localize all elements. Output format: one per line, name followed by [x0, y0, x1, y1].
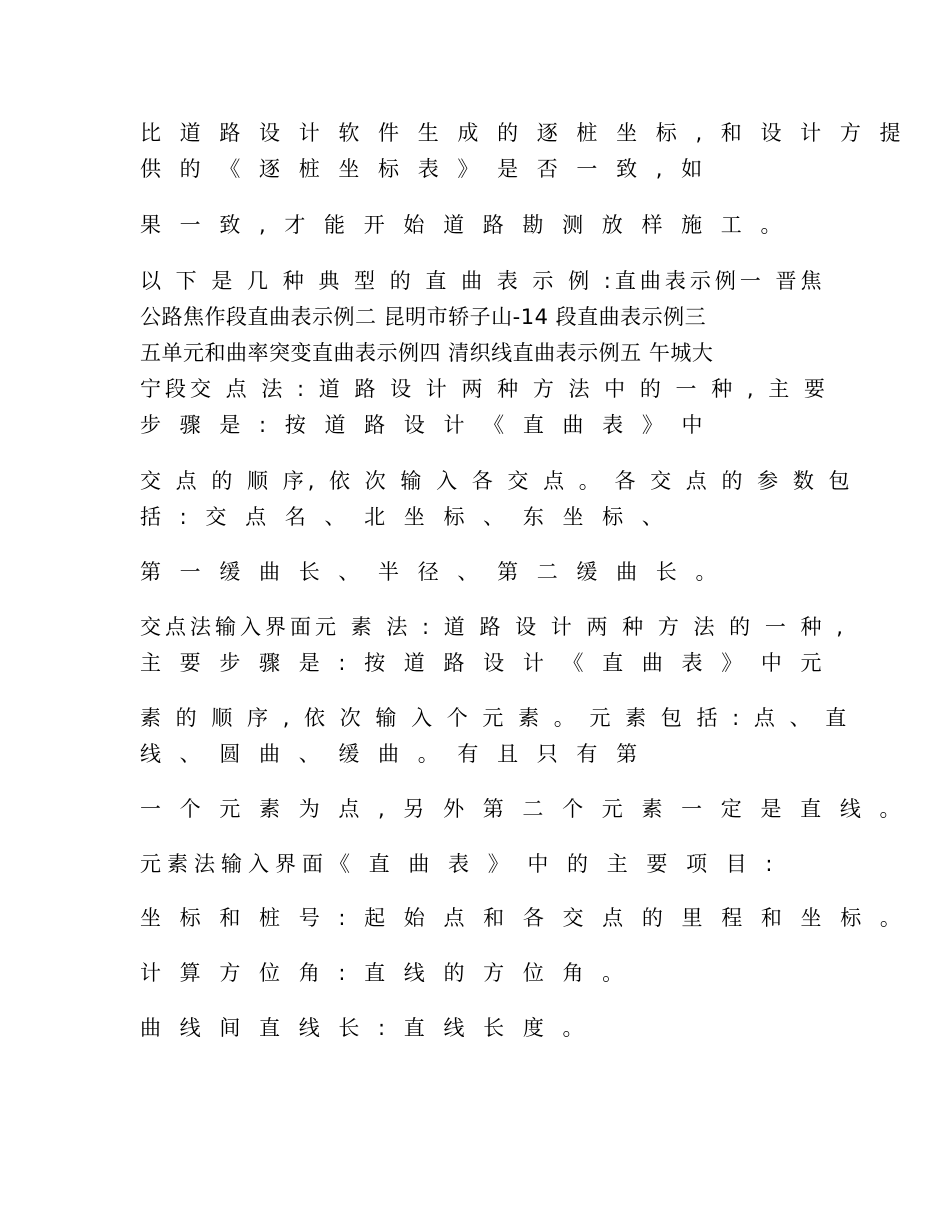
text-line-1: 比 道 路 设 计 软 件 生 成 的 逐 桩 坐 标 , 和 设 计 方 提: [140, 121, 907, 145]
text-line-17: 元素法输入界面《 直 曲 表 》 中 的 主 要 项 目 :: [140, 852, 779, 876]
text-line-19: 计 算 方 位 角 : 直 线 的 方 位 角 。: [140, 961, 630, 985]
text-line-8: 步 骤 是 : 按 道 路 设 计 《 直 曲 表 》 中: [140, 413, 709, 437]
text-line-2: 供 的 《 逐 桩 坐 标 表 》 是 否 一 致 , 如: [140, 157, 709, 181]
text-line-13: 主 要 步 骤 是 : 按 道 路 设 计 《 直 曲 表 》 中 元: [140, 651, 828, 675]
text-line-20: 曲 线 间 直 线 长 : 直 线 长 度 。: [140, 1016, 590, 1040]
text-line-6: 五单元和曲率突变直曲表示例四 清织线直曲表示例五 午城大: [140, 341, 714, 365]
text-line-11: 第 一 缓 曲 长 、 半 径 、 第 二 缓 曲 长 。: [140, 560, 723, 584]
text-line-12: 交点法输入界面元 素 法 : 道 路 设 计 两 种 方 法 的 一 种 ,: [140, 615, 847, 639]
text-line-18: 坐 标 和 桩 号 : 起 始 点 和 各 交 点 的 里 程 和 坐 标 。: [140, 906, 907, 930]
text-line-9: 交 点 的 顺 序, 依 次 输 入 各 交 点 。 各 交 点 的 参 数 包: [140, 469, 854, 493]
text-line-7: 宁段交 点 法 : 道 路 设 计 两 种 方 法 中 的 一 种 , 主 要: [140, 377, 829, 401]
text-line-15: 线 、 圆 曲 、 缓 曲 。 有 且 只 有 第: [140, 742, 644, 766]
text-line-5: 公路焦作段直曲表示例二 昆明市轿子山-14 段直曲表示例三: [140, 305, 707, 329]
text-line-16: 一 个 元 素 为 点 , 另 外 第 二 个 元 素 一 定 是 直 线 。: [140, 797, 907, 821]
text-line-3: 果 一 致 , 才 能 开 始 道 路 勘 测 放 样 施 工 。: [140, 213, 788, 237]
text-line-14: 素 的 顺 序 , 依 次 输 入 个 元 素 。 元 素 包 括 : 点 、 直: [140, 706, 851, 730]
text-line-4: 以 下 是 几 种 典 型 的 直 曲 表 示 例 :直曲表示例一 晋焦: [140, 269, 826, 293]
text-line-10: 括 : 交 点 名 、 北 坐 标 、 东 坐 标 、: [140, 505, 669, 529]
